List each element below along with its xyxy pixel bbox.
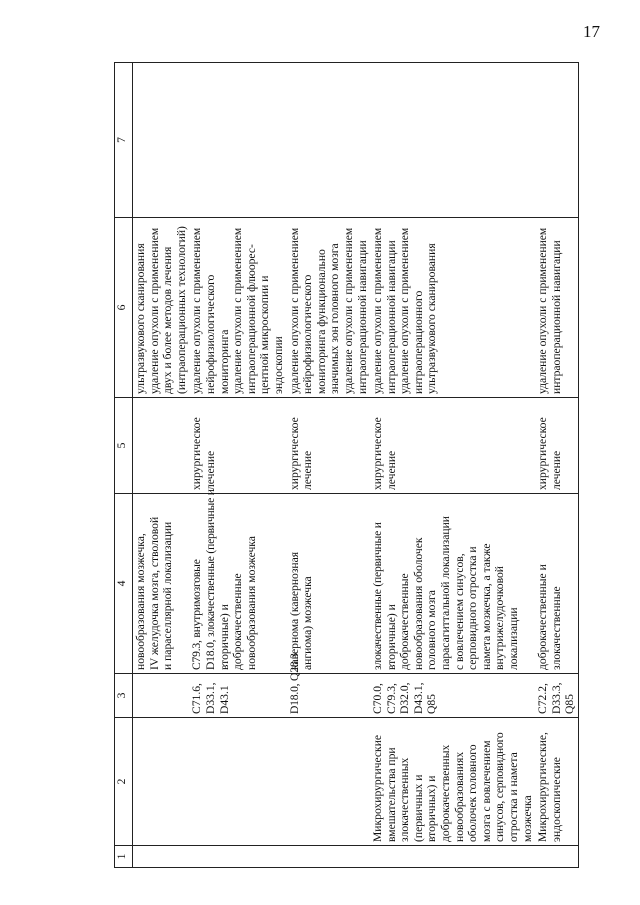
- col-header-5: 5: [115, 398, 133, 494]
- cell-line: вторичные) и: [217, 604, 231, 670]
- col-header-7: 7: [115, 63, 133, 218]
- cell-c4: [535, 494, 578, 674]
- page-number: 17: [583, 22, 600, 41]
- cell-line: удаление опухоли с применением: [371, 227, 385, 394]
- cell-line: D43.1,: [411, 682, 425, 714]
- cell-line: C72.2,: [536, 683, 550, 714]
- cell-line: лечение: [549, 450, 563, 490]
- cell-line: хирургическое: [287, 417, 301, 490]
- table-row: [535, 63, 578, 868]
- cell-line: удаление опухоли с применением: [190, 227, 204, 394]
- cell-line: злокачественные: [549, 586, 563, 670]
- cell-line: локализации: [507, 607, 521, 670]
- rotated-table-wrapper: [114, 63, 594, 868]
- cell-c2: [535, 718, 578, 846]
- cell-line: внутрижелудочковой: [493, 565, 507, 670]
- cell-line: лечение: [301, 450, 315, 490]
- cell-c2: [370, 718, 535, 846]
- cell-line: новообразования мозжечка: [244, 536, 258, 670]
- cell-line: нейрофизиологического: [203, 274, 217, 394]
- cell-line: значимых зон головного мозга: [328, 243, 342, 394]
- table-row: [287, 63, 371, 868]
- cell-line: центной микроскопии и: [258, 275, 272, 394]
- col-header-3: 3: [115, 674, 133, 718]
- cell-line: с вовлечением синусов,: [452, 553, 466, 670]
- cell-line: нейрофизиологического: [301, 274, 315, 394]
- cell-line: D32.0,: [398, 682, 412, 714]
- cell-line: C79.3,: [384, 683, 398, 714]
- cell-line: эндоскопические: [549, 757, 563, 842]
- cell-line: отростка и намета: [507, 752, 521, 842]
- cell-line: намета мозжечка, а также: [479, 543, 493, 670]
- cell-line: головного мозга: [425, 590, 439, 670]
- cell-line: D33.1,: [203, 682, 217, 714]
- cell-line: удаление опухоли с применением: [536, 227, 550, 394]
- cell-line: IV желудочка мозга, стволовой: [147, 516, 161, 670]
- cell-line: D18.0, злокачественные (первичные и: [203, 489, 217, 670]
- cell-c7: [370, 63, 535, 218]
- cell-line: мониторинга функционально: [314, 249, 328, 394]
- cell-line: лечение: [384, 450, 398, 490]
- cell-line: доброкачественные: [398, 573, 412, 670]
- cell-line: вмешательства при: [384, 747, 398, 842]
- cell-line: эндоскопии: [271, 336, 285, 394]
- cell-c4: [133, 494, 190, 674]
- cell-line: удаление опухоли с применением: [398, 227, 412, 394]
- cell-line: парасагиттальной локализации: [439, 515, 453, 670]
- cell-line: оболочек головного: [466, 744, 480, 842]
- cell-c5: [287, 398, 371, 494]
- cell-line: мозга с вовлечением: [479, 740, 493, 842]
- cell-c3: [133, 674, 190, 718]
- cell-line: мониторинга: [217, 329, 231, 394]
- cell-line: ангиома) мозжечка: [301, 576, 315, 670]
- cell-line: доброкачественные: [231, 573, 245, 670]
- cell-c2: [189, 718, 286, 846]
- cell-line: доброкачественных: [439, 744, 453, 842]
- cell-c3: [189, 674, 286, 718]
- cell-line: лечение: [203, 450, 217, 490]
- cell-line: удаление опухоли с применением: [231, 227, 245, 394]
- header-row: [115, 63, 133, 868]
- cell-c7: [287, 63, 371, 218]
- cell-line: C79.3, внутримозговые: [190, 559, 204, 670]
- cell-line: Q85: [425, 694, 439, 714]
- cell-line: вторичные) и: [384, 604, 398, 670]
- col-header-4: 4: [115, 494, 133, 674]
- cell-c5: [189, 398, 286, 494]
- cell-line: ультразвукового сканирования: [425, 243, 439, 394]
- cell-line: и параселлярной локализации: [161, 521, 175, 670]
- cell-line: удаление опухоли с применением: [341, 227, 355, 394]
- cell-line: хирургическое: [371, 417, 385, 490]
- cell-line: ультразвукового сканирования: [134, 243, 147, 394]
- cell-line: доброкачественные и: [536, 564, 550, 670]
- services-table: [114, 62, 579, 868]
- cell-line: синусов, серповидного: [493, 732, 507, 842]
- cell-line: (первичных и: [411, 774, 425, 842]
- table-row: [370, 63, 535, 868]
- cell-line: Микрохирургические,: [536, 732, 550, 842]
- col-header-6: 6: [115, 218, 133, 398]
- cell-line: удаление опухоли с применением: [287, 227, 301, 394]
- cell-c1: [535, 846, 578, 868]
- cell-line: удаление опухоли с применением: [147, 227, 161, 394]
- cell-line: C71.6,: [190, 683, 204, 714]
- cell-c1: [133, 846, 190, 868]
- table-row: [189, 63, 286, 868]
- cell-c6: [287, 218, 371, 398]
- cell-c1: [370, 846, 535, 868]
- cell-line: (интраоперационных технологий): [174, 226, 188, 394]
- cell-c3: [370, 674, 535, 718]
- cell-c6: [133, 218, 190, 398]
- cell-c5: [133, 398, 190, 494]
- cell-line: новообразования мозжечка,: [134, 533, 147, 670]
- cell-line: C70.0,: [371, 683, 385, 714]
- cell-c7: [133, 63, 190, 218]
- cell-line: интраоперационной навигации: [355, 240, 369, 394]
- cell-line: Микрохирургические: [371, 734, 385, 842]
- cell-line: D18.0, Q28.3: [287, 653, 301, 714]
- cell-line: интраоперационной флюорес-: [244, 244, 258, 394]
- cell-line: интраоперационной навигации: [549, 240, 563, 394]
- cell-line: новообразованиях: [452, 751, 466, 842]
- cell-c3: [287, 653, 371, 718]
- cell-c4: [189, 489, 286, 674]
- cell-c6: [189, 218, 286, 398]
- cell-line: кавернома (кавернозная: [287, 551, 301, 670]
- cell-line: злокачественные (первичные и: [371, 522, 385, 670]
- table-row: [133, 63, 190, 868]
- cell-c3: [535, 674, 578, 718]
- cell-line: злокачественных: [398, 757, 412, 842]
- cell-c5: [370, 398, 535, 494]
- cell-line: Q85: [563, 694, 577, 714]
- cell-line: хирургическое: [536, 417, 550, 490]
- cell-line: интраоперационного: [411, 290, 425, 394]
- cell-line: вторичных) и: [425, 775, 439, 842]
- col-header-2: 2: [115, 718, 133, 846]
- cell-c6: [370, 218, 535, 398]
- cell-line: интраоперационной навигации: [384, 240, 398, 394]
- cell-c2: [133, 718, 190, 846]
- cell-c4: [370, 494, 535, 674]
- cell-line: двух и более методов лечения: [161, 246, 175, 394]
- cell-line: мозжечка: [520, 795, 534, 842]
- cell-line: серповидного отростка и: [466, 546, 480, 670]
- cell-c2: [287, 718, 371, 846]
- cell-line: хирургическое: [190, 417, 204, 490]
- col-header-1: 1: [115, 846, 133, 868]
- cell-c4: [287, 494, 371, 674]
- cell-line: D43.1: [217, 685, 231, 714]
- cell-line: новообразования оболочек: [411, 537, 425, 670]
- cell-c6: [535, 218, 578, 398]
- cell-c1: [189, 846, 286, 868]
- cell-c5: [535, 398, 578, 494]
- cell-c7: [535, 63, 578, 218]
- cell-c7: [189, 63, 286, 218]
- cell-c1: [287, 846, 371, 868]
- cell-line: D33.3,: [549, 682, 563, 714]
